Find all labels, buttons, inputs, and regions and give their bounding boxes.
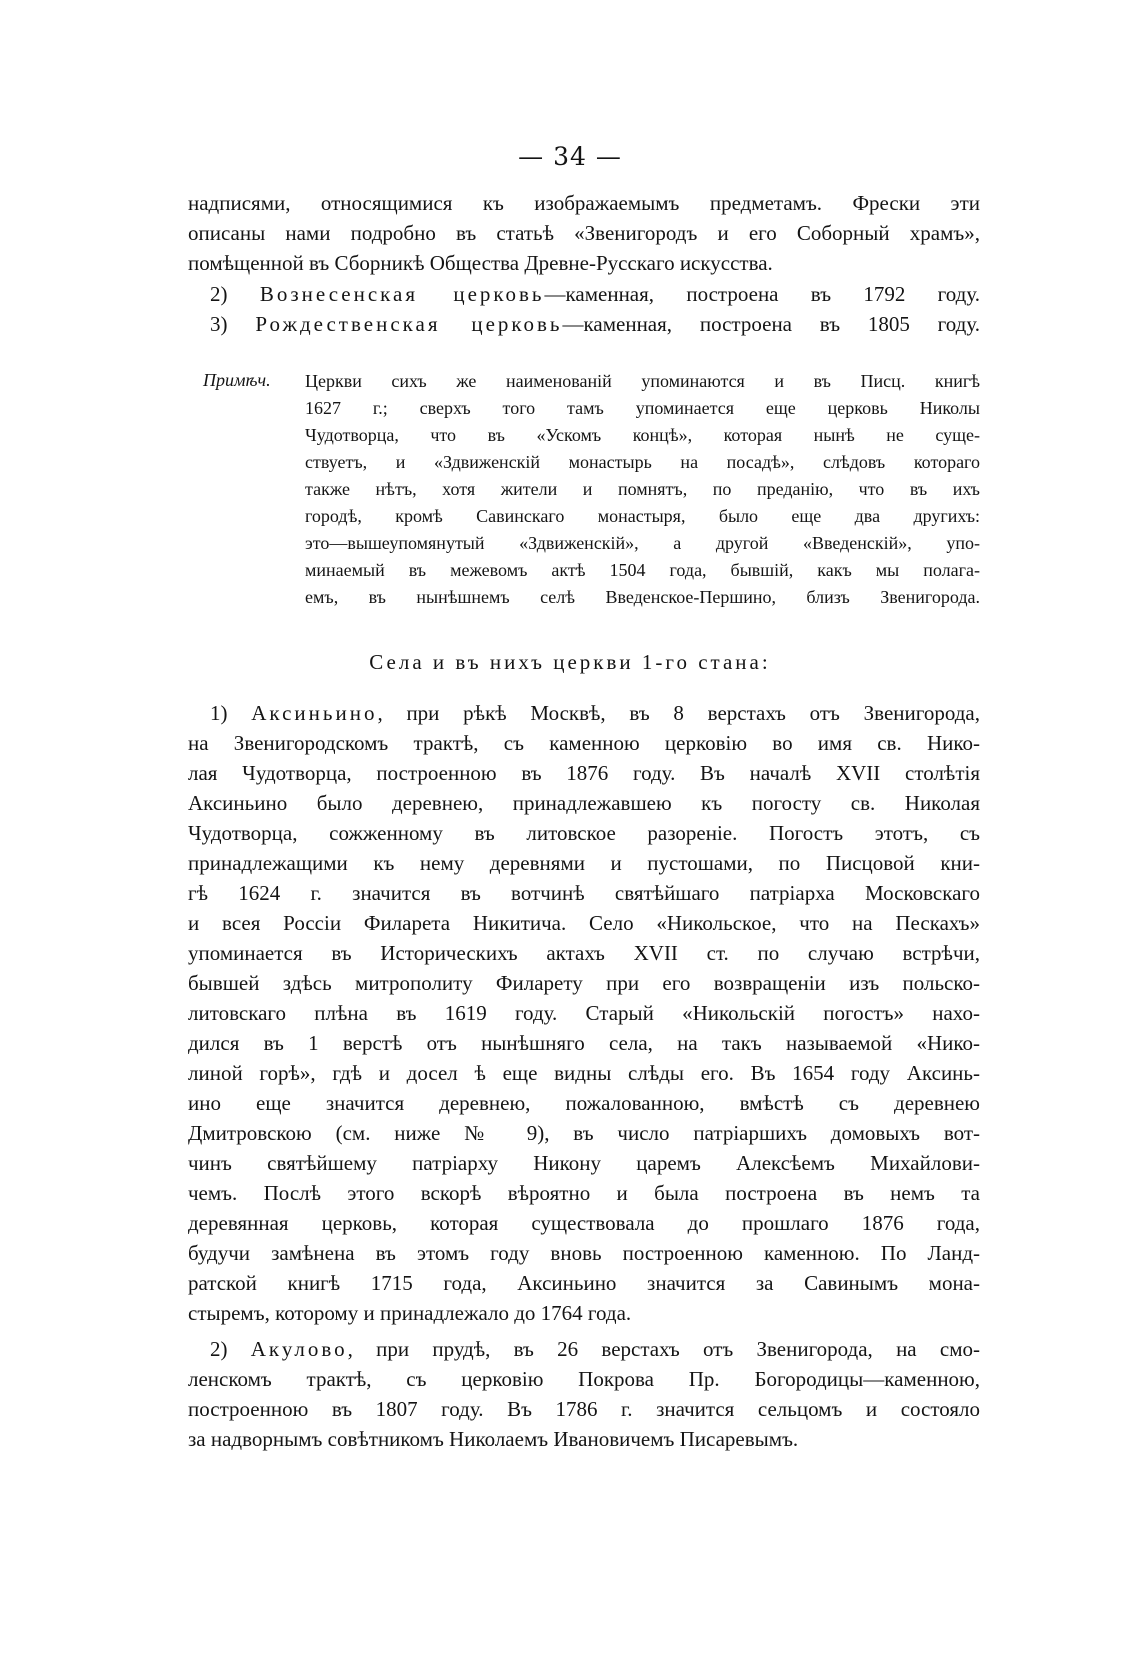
village-name: Акулово xyxy=(250,1337,348,1361)
village-1-first-line xyxy=(210,698,980,728)
note-line: минаемый въ межевомъ актѣ 1504 года, бывшій, какъ мы полага- xyxy=(305,560,980,580)
note-line: 1627 г.; сверхъ того тамъ упоминается еще церковь Николы xyxy=(305,398,980,418)
text-line: ленскомъ трактѣ, съ церковію Покрова Пр. Богородицы—каменною, xyxy=(188,1367,980,1391)
item-number: 2) xyxy=(210,1337,228,1361)
text-line: построенною въ 1807 году. Въ 1786 г. значится сельцомъ и состояло xyxy=(188,1397,980,1421)
item-3-line xyxy=(210,309,980,339)
text-line: и всея Россіи Филарета Никитича. Село «Никольское, что на Пескахъ» xyxy=(188,911,980,935)
text-line: ратской книгѣ 1715 года, Аксиньино значится за Савинымъ мона- xyxy=(188,1271,980,1295)
text-line: гѣ 1624 г. значится въ вотчинѣ святѣйшаго патріарха Московскаго xyxy=(188,881,980,905)
text-line: литовскаго плѣна въ 1619 году. Старый «Никольскій погостъ» нахо- xyxy=(188,1001,980,1025)
item-text: —каменная, построена въ 1805 году. xyxy=(562,312,980,336)
text-line: надписями, относящимися къ изображаемымъ предметамъ. Фрески эти xyxy=(188,191,980,215)
village-name: Аксиньино xyxy=(251,701,378,725)
item-text: , при рѣкѣ Москвѣ, въ 8 верстахъ отъ Звенигорода, xyxy=(377,701,981,725)
text-line: чинъ святѣйшему патріарху Никону царемъ Алексѣемъ Михайлови- xyxy=(188,1151,980,1175)
note-line: Церкви сихъ же наименованій упоминаются и въ Писц. книгѣ xyxy=(305,371,980,391)
text-line: Дмитровскою (см. ниже № 9), въ число патріаршихъ домовыхъ вот- xyxy=(188,1121,980,1145)
text-line: бывшей здѣсь митрополиту Филарету при его возвращеніи изъ польско- xyxy=(188,971,980,995)
text-line: будучи замѣнена въ этомъ году вновь построенною каменною. По Ланд- xyxy=(188,1241,980,1265)
item-2-line xyxy=(210,279,980,309)
note-label: Примѣч. xyxy=(203,370,271,390)
section-heading: Села и въ нихъ церкви 1-го стана: xyxy=(369,650,771,674)
text-line: помѣщенной въ Сборникѣ Общества Древне-Русскаго искусства. xyxy=(188,251,773,275)
text-line: Чудотворца, сожженному въ литовское разореніе. Погостъ этотъ, съ xyxy=(188,821,980,845)
item-number: 2) xyxy=(210,282,228,306)
text-line: Аксиньино было деревнею, принадлежавшею къ погосту св. Николая xyxy=(188,791,980,815)
text-line: деревянная церковь, которая существовала до прошлаго 1876 года, xyxy=(188,1211,980,1235)
text-line: стыремъ, которому и принадлежало до 1764 года. xyxy=(188,1301,632,1325)
village-2-first-line xyxy=(210,1334,980,1364)
note-line: Чудотворца, что въ «Ускомъ концѣ», которая нынѣ не суще- xyxy=(305,425,980,445)
text-line: ино еще значится деревнею, пожалованною, вмѣстѣ съ деревнею xyxy=(188,1091,980,1115)
note-line: это—вышеупомянутый «Здвиженскій», а другой «Введенскій», упо- xyxy=(305,533,980,553)
item-text: —каменная, построена въ 1792 году. xyxy=(544,282,980,306)
item-number: 3) xyxy=(210,312,228,336)
text-line: за надворнымъ совѣтникомъ Николаемъ Ивановичемъ Писаревымъ. xyxy=(188,1427,799,1451)
note-line: емъ, въ нынѣшнемъ селѣ Введенское-Першино, близъ Звенигорода. xyxy=(305,587,980,607)
item-text: , при прудѣ, въ 26 верстахъ отъ Звенигорода, на смо- xyxy=(347,1337,980,1361)
text-line: на Звенигородскомъ трактѣ, съ каменною церковію во имя св. Нико- xyxy=(188,731,980,755)
text-line: линой горѣ», гдѣ и досел ѣ еще видны слѣды его. Въ 1654 году Аксинь- xyxy=(188,1061,980,1085)
text-line: лая Чудотворца, построенною въ 1876 году. Въ началѣ XVII столѣтія xyxy=(188,761,980,785)
item-number: 1) xyxy=(210,701,228,725)
note-line: ствуетъ, и «Здвиженскій монастырь на посадѣ», слѣдовъ котораго xyxy=(305,452,980,472)
church-name: Рождественская церковь xyxy=(255,312,563,336)
page-number: — 34 — xyxy=(518,142,622,171)
note-line: также нѣтъ, хотя жители и помнятъ, по преданію, что въ ихъ xyxy=(305,479,980,499)
text-line: описаны нами подробно въ статьѣ «Звенигородъ и его Соборный храмъ», xyxy=(188,221,980,245)
text-line: принадлежащими къ нему деревнями и пустошами, по Писцовой кни- xyxy=(188,851,980,875)
text-line: дился въ 1 верстѣ отъ нынѣшняго села, на такъ называемой «Нико- xyxy=(188,1031,980,1055)
text-line: чемъ. Послѣ этого вскорѣ вѣроятно и была построена въ немъ та xyxy=(188,1181,980,1205)
church-name: Вознесенская церковь xyxy=(259,282,545,306)
note-line: городѣ, кромѣ Савинскаго монастыря, было еще два другихъ: xyxy=(305,506,980,526)
text-line: упоминается въ Историческихъ актахъ XVII ст. по случаю встрѣчи, xyxy=(188,941,980,965)
